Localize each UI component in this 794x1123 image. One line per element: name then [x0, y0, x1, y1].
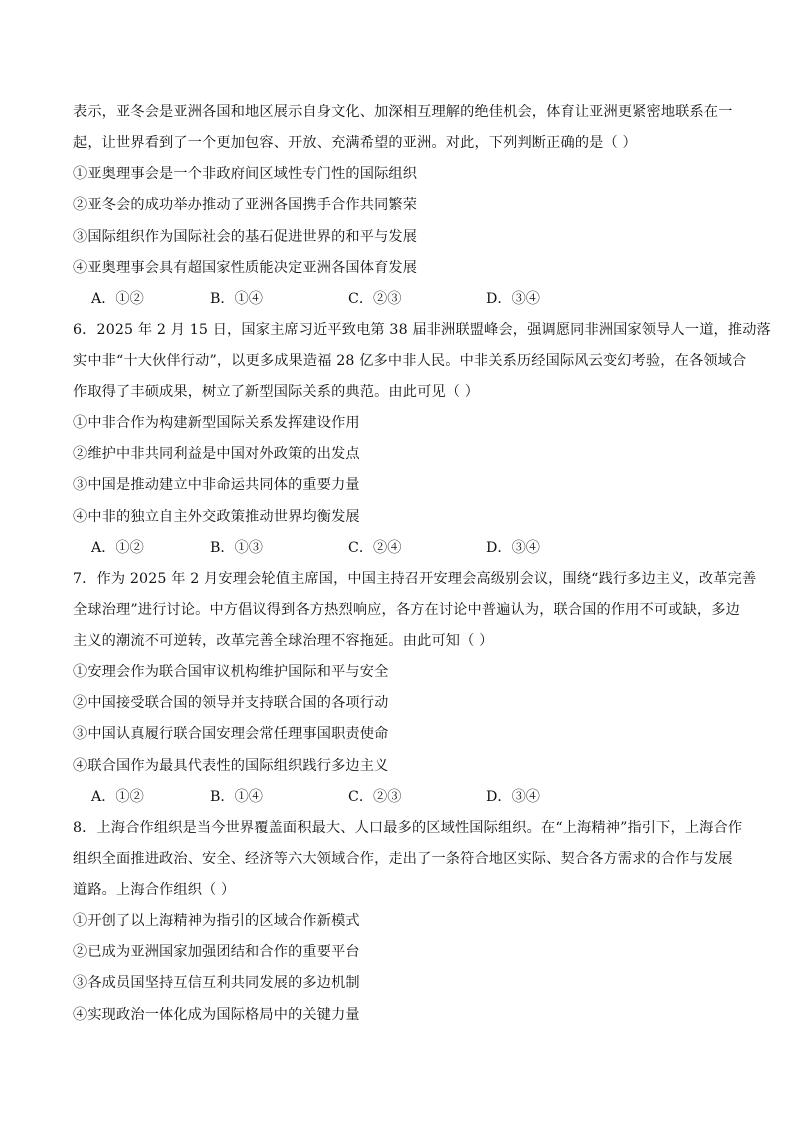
statement: ①中非合作为构建新型国际关系发挥建设作用: [73, 415, 360, 431]
choice-b[interactable]: B．①④: [210, 789, 263, 805]
choice-b[interactable]: B．①④: [210, 291, 263, 307]
question-stem-line: 表示，亚冬会是亚洲各国和地区展示自身文化、加深相互理解的绝佳机会，体育让亚洲更紧密地联系在一: [73, 104, 733, 120]
choice-a[interactable]: A．①②: [91, 540, 144, 556]
question-stem-line: 全球治理”进行讨论。中方倡议得到各方热烈响应，各方在讨论中普遍认为，联合国的作用不可或缺，多边: [73, 602, 740, 618]
question-stem-line: 7．作为 2025 年 2 月安理会轮值主席国，中国主持召开安理会高级别会议，围绕“践行多边主义，改革完善: [73, 571, 757, 587]
answer-choices: [91, 787, 691, 807]
choice-a[interactable]: A．①②: [91, 291, 144, 307]
statement: ④实现政治一体化成为国际格局中的关键力量: [73, 1007, 360, 1023]
statement: ④亚奥理事会具有超国家性质能决定亚洲各国体育发展: [73, 260, 418, 276]
answer-choices: [91, 289, 691, 309]
question-stem-line: 实中非“十大伙伴行动”，以更多成果造福 28 亿多中非人民。中非关系历经国际风云变幻考验，在各领域合: [73, 353, 747, 369]
statement: ③中国认真履行联合国安理会常任理事国职责使命: [73, 726, 389, 742]
choice-c[interactable]: C．②④: [348, 540, 402, 556]
question-stem-line: 8．上海合作组织是当今世界覆盖面积最大、人口最多的区域性国际组织。在“上海精神”指引下，上海合作: [73, 820, 743, 836]
statement: ④联合国作为最具代表性的国际组织践行多边主义: [73, 758, 389, 774]
statement: ②中国接受联合国的领导并支持联合国的各项行动: [73, 695, 389, 711]
statement: ③中国是推动建立中非命运共同体的重要力量: [73, 477, 360, 493]
statement: ③国际组织作为国际社会的基石促进世界的和平与发展: [73, 229, 418, 245]
question-stem-line: 6．2025 年 2 月 15 日，国家主席习近平致电第 38 届非洲联盟峰会，强调愿同非洲国家领导人一道，推动落: [73, 322, 771, 338]
statement: ②亚冬会的成功举办推动了亚洲各国携手合作共同繁荣: [73, 197, 418, 213]
answer-choices: [91, 538, 691, 558]
question-stem-line: 起，让世界看到了一个更加包容、开放、充满希望的亚洲。对此，下列判断正确的是（ ）: [73, 135, 637, 151]
statement: ①安理会作为联合国审议机构维护国际和平与安全: [73, 664, 389, 680]
statement: ④中非的独立自主外交政策推动世界均衡发展: [73, 509, 360, 525]
statement: ②维护中非共同利益是中国对外政策的出发点: [73, 446, 360, 462]
choice-a[interactable]: A．①②: [91, 789, 144, 805]
question-stem-line: 主义的潮流不可逆转，改革完善全球治理不容拖延。由此可知（ ）: [73, 633, 494, 649]
statement: ①亚奥理事会是一个非政府间区域性专门性的国际组织: [73, 166, 418, 182]
statement: ①开创了以上海精神为指引的区域合作新模式: [73, 913, 360, 929]
choice-d[interactable]: D．③④: [486, 540, 540, 556]
question-stem-line: 组织全面推进政治、安全、经济等六大领域合作，走出了一条符合地区实际、契合各方需求的合作与发展: [73, 851, 733, 867]
choice-b[interactable]: B．①③: [210, 540, 263, 556]
choice-d[interactable]: D．③④: [486, 789, 540, 805]
choice-c[interactable]: C．②③: [348, 291, 402, 307]
choice-d[interactable]: D．③④: [486, 291, 540, 307]
question-stem-line: 道路。上海合作组织（ ）: [73, 882, 236, 898]
statement: ③各成员国坚持互信互利共同发展的多边机制: [73, 975, 360, 991]
statement: ②已成为亚洲国家加强团结和合作的重要平台: [73, 944, 360, 960]
question-stem-line: 作取得了丰硕成果，树立了新型国际关系的典范。由此可见（ ）: [73, 384, 480, 400]
choice-c[interactable]: C．②③: [348, 789, 402, 805]
